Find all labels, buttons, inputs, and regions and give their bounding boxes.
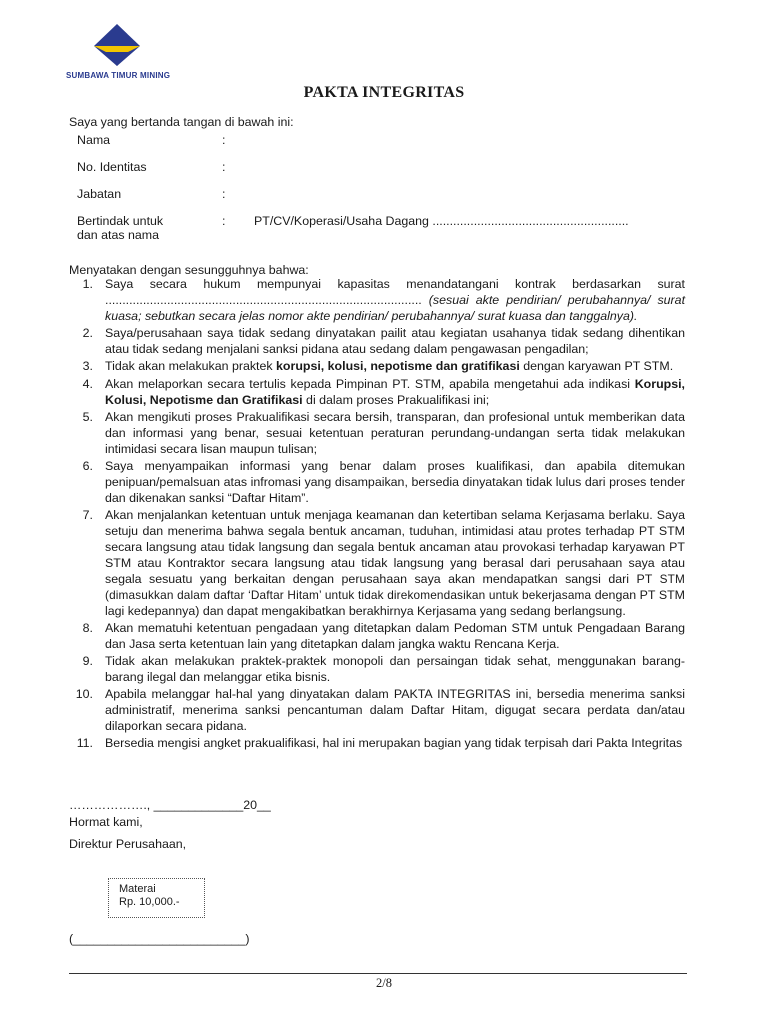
statement-list bbox=[69, 276, 685, 751]
regards-text: Hormat kami, bbox=[69, 815, 143, 829]
item-text: Saya menyampaikan informasi yang benar dalam proses kualifikasi, dan apabila ditemukan penipuan/pemalsuan atas infromasi yang disampaikan, bersedia dinyatakan tidak lulus dari proses tender dan dikenakan sanksi “Daftar Hitam”. bbox=[105, 459, 685, 505]
list-item bbox=[69, 376, 685, 408]
list-item bbox=[69, 735, 685, 751]
logo-mark-icon bbox=[92, 22, 142, 68]
stamp-duty-box bbox=[108, 878, 205, 918]
item-number: 11. bbox=[76, 736, 93, 750]
place-date-line: ………………., _____________20__ bbox=[69, 798, 271, 812]
field-colon: : bbox=[222, 160, 226, 174]
page-number: 2/8 bbox=[376, 976, 392, 990]
item-text: Akan mematuhi ketentuan pengadaan yang ditetapkan dalam Pedoman STM untuk Pengadaan Barang dan Jasa serta ketentuan lain yang ditetapkan dalam jangka waktu Rencana Kerja. bbox=[105, 621, 685, 651]
field-label-jabatan: Jabatan bbox=[77, 187, 122, 201]
item-text: Saya secara hukum mempunyai kapasitas menandatangani kontrak berdasarkan surat ............................................................................................ bbox=[105, 277, 685, 307]
item-bold-text: korupsi, kolusi, nepotisme dan gratifikasi bbox=[276, 359, 520, 373]
item-text: Saya/perusahaan saya tidak sedang dinyatakan pailit atau kegiatan usahanya tidak sedang dihentikan atau tidak sedang menjalani sanksi pidana atau sedang dalam pengawasan pengadilan; bbox=[105, 326, 685, 356]
item-text: Akan melaporkan secara tertulis kepada Pimpinan PT. STM, apabila mengetahui ada indikasi bbox=[105, 377, 635, 391]
field-label-nama: Nama bbox=[77, 133, 111, 147]
item-number: 6. bbox=[82, 459, 93, 473]
company-logo bbox=[66, 22, 171, 82]
item-number: 10. bbox=[75, 687, 93, 701]
item-text: dengan karyawan PT STM. bbox=[519, 359, 674, 373]
item-text: Tidak akan melakukan praktek-praktek monopoli dan persaingan tidak sehat, menggunakan barang-barang ilegal dan melanggar etika bisnis. bbox=[105, 654, 685, 684]
list-item bbox=[69, 358, 685, 374]
item-number: 1. bbox=[82, 277, 93, 291]
list-item bbox=[69, 507, 685, 619]
list-item bbox=[69, 686, 685, 734]
item-number: 7. bbox=[82, 508, 93, 522]
item-italic-note: (sesuai akte pendirian/ perubahannya/ surat kuasa; sebutkan secara jelas nomor akte pendirian/ perubahannya/ surat kuasa dan tanggalnya). bbox=[105, 293, 686, 323]
signature-line: (_________________________) bbox=[69, 932, 250, 946]
field-colon: : bbox=[222, 187, 226, 201]
item-number: 9. bbox=[82, 654, 93, 668]
document-title: PAKTA INTEGRITAS bbox=[303, 84, 465, 101]
item-number: 4. bbox=[82, 377, 93, 391]
field-value-company: PT/CV/Koperasi/Usaha Dagang ......................................................... bbox=[254, 214, 629, 228]
logo-text: SUMBAWA TIMUR MINING bbox=[66, 71, 171, 80]
director-label: Direktur Perusahaan, bbox=[69, 837, 187, 851]
item-text: STM (dimasukkan dalam daftar ‘Daftar Hitam’ untuk tidak direkomendasikan untuk bekerjasama bbox=[105, 572, 685, 602]
list-item bbox=[69, 276, 685, 324]
list-item bbox=[69, 409, 685, 457]
item-text: Apabila melanggar hal-hal yang dinyatakan dalam PAKTA INTEGRITAS ini, bersedia menerima sanksi administratif, menerima sanksi pencantuman dalam Daftar Hitam, digugat secara perdata dan/atau dilaporkan secara pidana. bbox=[105, 687, 685, 733]
item-text: Akan menjalankan ketentuan untuk menjaga keamanan dan ketertiban selama Kerjasama berlaku. Saya setuju dan menerima bahwa segala bentuk ancaman, tuduhan, intimidasi atau protes terhadap PT STM secara langsung atau tidak langsung dan segala bentuk ancaman atau provokasi terhadap karyawan PT STM atau Kontraktor secara langsung atau tidak langsung yang berasal dari perusahaan saya atau segala sesuatu yang berkaitan dengan perusahaan saya akan mendapatkan sangsi dari PT bbox=[105, 508, 685, 586]
list-item bbox=[69, 653, 685, 685]
field-colon: : bbox=[222, 214, 226, 228]
item-text: di dalam proses Prakualifikasi ini; bbox=[302, 393, 490, 407]
field-label-identitas: No. Identitas bbox=[77, 160, 147, 174]
list-item bbox=[69, 458, 685, 506]
item-bold-text: Korupsi, Kolusi, Nepotisme dan Gratifikasi bbox=[105, 377, 685, 407]
stamp-label: Materai bbox=[119, 883, 156, 895]
item-number: 3. bbox=[82, 359, 93, 373]
field-label-bertindak: Bertindak untuk bbox=[77, 214, 164, 228]
stamp-amount: Rp. 10,000.- bbox=[119, 896, 180, 908]
item-text: Bersedia mengisi angket prakualifikasi, hal ini merupakan bagian yang tidak terpisah dari Pakta Integritas bbox=[105, 736, 683, 750]
intro-text: Saya yang bertanda tangan di bawah ini: bbox=[69, 115, 294, 129]
field-colon: : bbox=[222, 133, 226, 147]
item-number: 5. bbox=[82, 410, 93, 424]
list-item bbox=[69, 620, 685, 652]
field-label-atas-nama: dan atas nama bbox=[77, 228, 159, 242]
list-item bbox=[69, 325, 685, 357]
statement-heading: Menyatakan dengan sesungguhnya bahwa: bbox=[69, 263, 309, 277]
item-number: 2. bbox=[82, 326, 93, 340]
item-text: Tidak akan melakukan praktek bbox=[105, 359, 277, 373]
item-number: 8. bbox=[82, 621, 93, 635]
item-text: Akan mengikuti proses Prakualifikasi secara bersih, transparan, dan profesional untuk memberikan data dan informasi yang benar, sesuai ketentuan peraturan perundang-undangan serta tidak melakukan intimidasi secara lisan maupun tulisan; bbox=[105, 410, 685, 456]
footer-divider bbox=[69, 973, 687, 974]
item-text: dengan PT STM lagi kedepannya) dan dapat mengakibatkan berakhirnya Kerjasama yang sedang berlangsung. bbox=[105, 588, 685, 618]
